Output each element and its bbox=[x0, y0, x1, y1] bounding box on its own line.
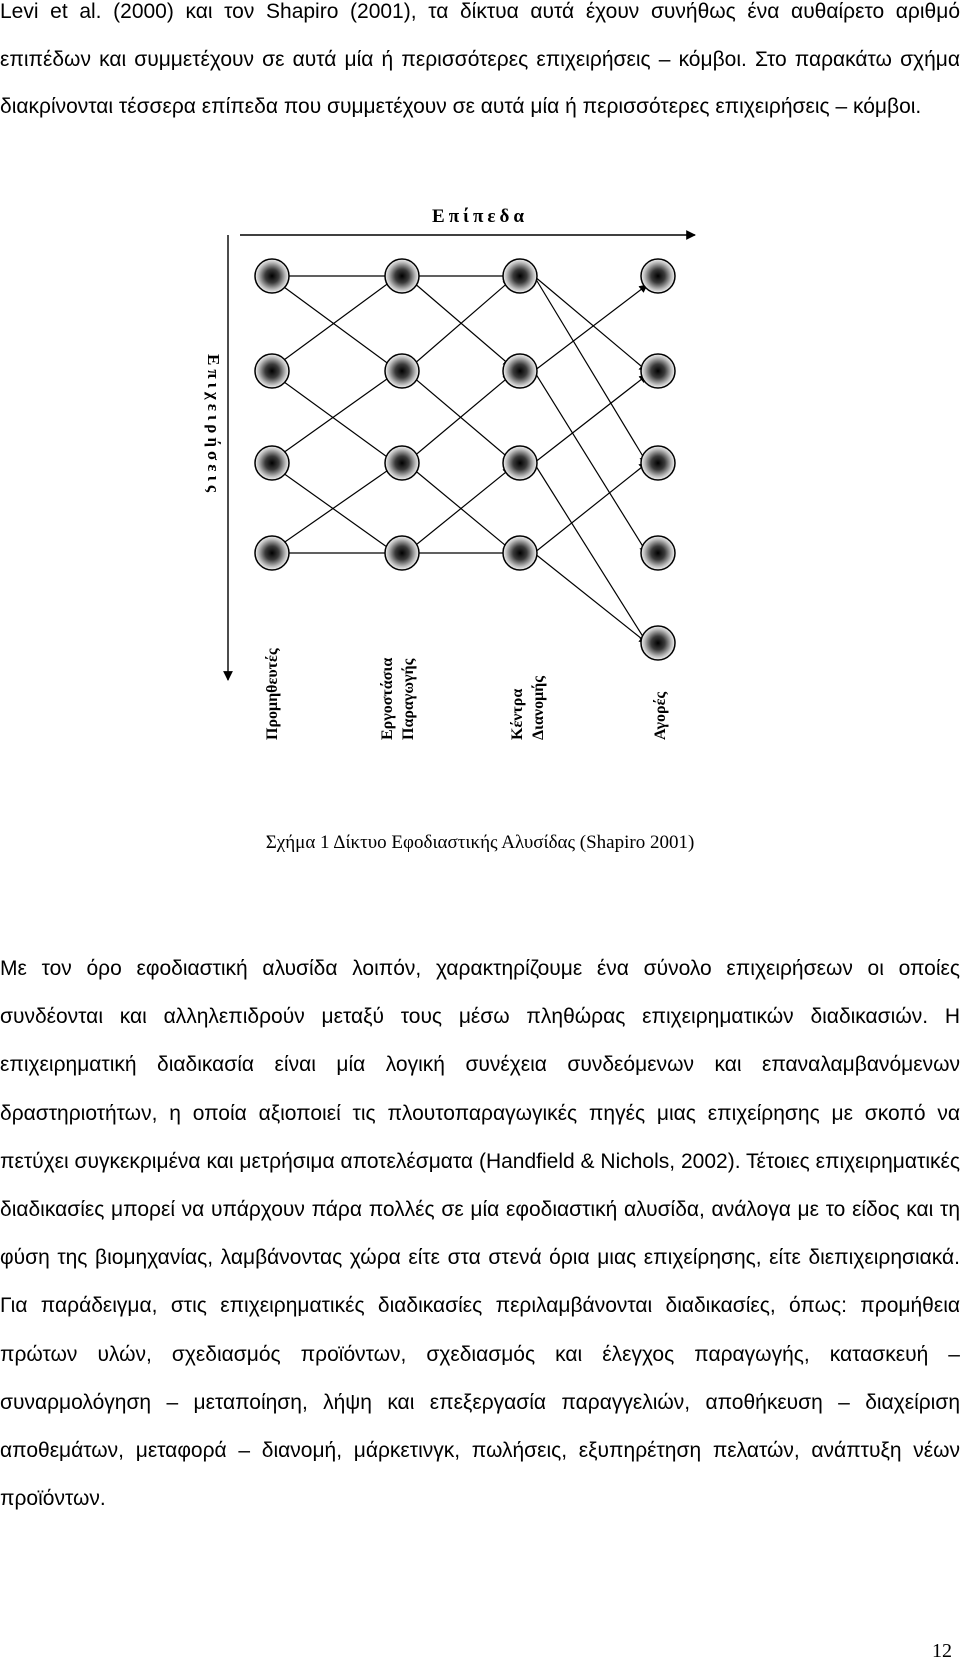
left-axis-label: Επιχειρήσεις bbox=[204, 353, 223, 497]
node-supplier-4 bbox=[255, 536, 289, 570]
node-market-5 bbox=[641, 626, 675, 660]
level-label-suppliers: Προμηθευτές bbox=[264, 648, 281, 740]
node-factory-4 bbox=[385, 536, 419, 570]
page-number: 12 bbox=[932, 1640, 952, 1662]
node-factory-1 bbox=[385, 259, 419, 293]
network-edges bbox=[269, 276, 647, 643]
node-distribution-3 bbox=[503, 446, 537, 480]
node-distribution-1 bbox=[503, 259, 537, 293]
node-market-4 bbox=[641, 536, 675, 570]
node-supplier-3 bbox=[255, 446, 289, 480]
level-label-markets: Αγορές bbox=[652, 691, 669, 740]
body-paragraph: Με τον όρο εφοδιαστική αλυσίδα λοιπόν, χαρακτηρίζουμε ένα σύνολο επιχειρήσεων οι οποίες συνδέονται και αλληλεπιδρούν μεταξύ τους μέσω πληθώρας επιχειρηματικών διαδικασιών. Η επιχειρηματική διαδικασία είναι μία λογική συνέχεια συνδεόμενων και επαναλαμβανόμενων δραστηριοτήτων, η οποία αξιοποιεί τις πλουτοπαραγωγικές πηγές μιας επιχείρησης με σκοπό να πετύχει συγκεκριμένα και μετρήσιμα αποτελέσματα (Handfield & Nichols, 2002). Τέτοιες επιχειρηματικές διαδικασίες μπορεί να υπάρχουν πάρα πολλές σε μία εφοδιαστική αλυσίδα, ανάλογα με το είδος και τη φύση της βιομηχανίας, λαμβάνοντας χώρα είτε στα στενά όρια μιας επιχείρησης, είτε διεπιχειρησιακά. Για παράδειγμα, στις επιχειρηματικές διαδικασίες περιλαμβάνονται διαδικασίες, όπως: προμήθεια πρώτων υλών, σχεδιασμός προϊόντων, σχεδιασμός και έλεγχος παραγωγής, κατασκευή – συναρμολόγηση – μεταποίηση, λήψη και επεξεργασία παραγγελιών, αποθήκευση – διαχείριση αποθεμάτων, μεταφορά – διανομή, μάρκετινγκ, πωλήσεις, εξυπηρέτηση πελατών, ανάπτυξη νέων προϊόντων. bbox=[0, 957, 960, 1511]
top-axis-label: Επίπεδα bbox=[432, 206, 528, 227]
node-market-3 bbox=[641, 446, 675, 480]
level-label-factories-2: Παραγωγής bbox=[400, 658, 417, 740]
node-factory-3 bbox=[385, 446, 419, 480]
intro-paragraph: Levi et al. (2000) και τον Shapiro (2001), τα δίκτυα αυτά έχουν συνήθως ένα αυθαίρετο αριθμό επιπέδων και συμμετέχουν σε αυτά μία ή περισσότερες επιχειρήσεις – κόμβοι. Στο παρακάτω σχήμα διακρίνονται τέσσερα επίπεδα που συμμετέχουν σε αυτά μία ή περισσότερες επιχειρήσεις – κόμβοι. bbox=[0, 0, 960, 118]
node-factory-2 bbox=[385, 354, 419, 388]
node-market-1 bbox=[641, 259, 675, 293]
figure-caption: Σχήμα 1 Δίκτυο Εφοδιαστικής Αλυσίδας (Shapiro 2001) bbox=[265, 832, 695, 853]
level-label-distribution-2: Διανομής bbox=[530, 676, 547, 740]
node-supplier-2 bbox=[255, 354, 289, 388]
node-distribution-2 bbox=[503, 354, 537, 388]
node-distribution-4 bbox=[503, 536, 537, 570]
level-label-factories-1: Εργοστάσια bbox=[379, 657, 396, 740]
supply-chain-network-figure bbox=[180, 200, 740, 780]
node-supplier-1 bbox=[255, 259, 289, 293]
level-label-distribution-1: Κέντρα bbox=[509, 688, 526, 740]
node-market-2 bbox=[641, 354, 675, 388]
